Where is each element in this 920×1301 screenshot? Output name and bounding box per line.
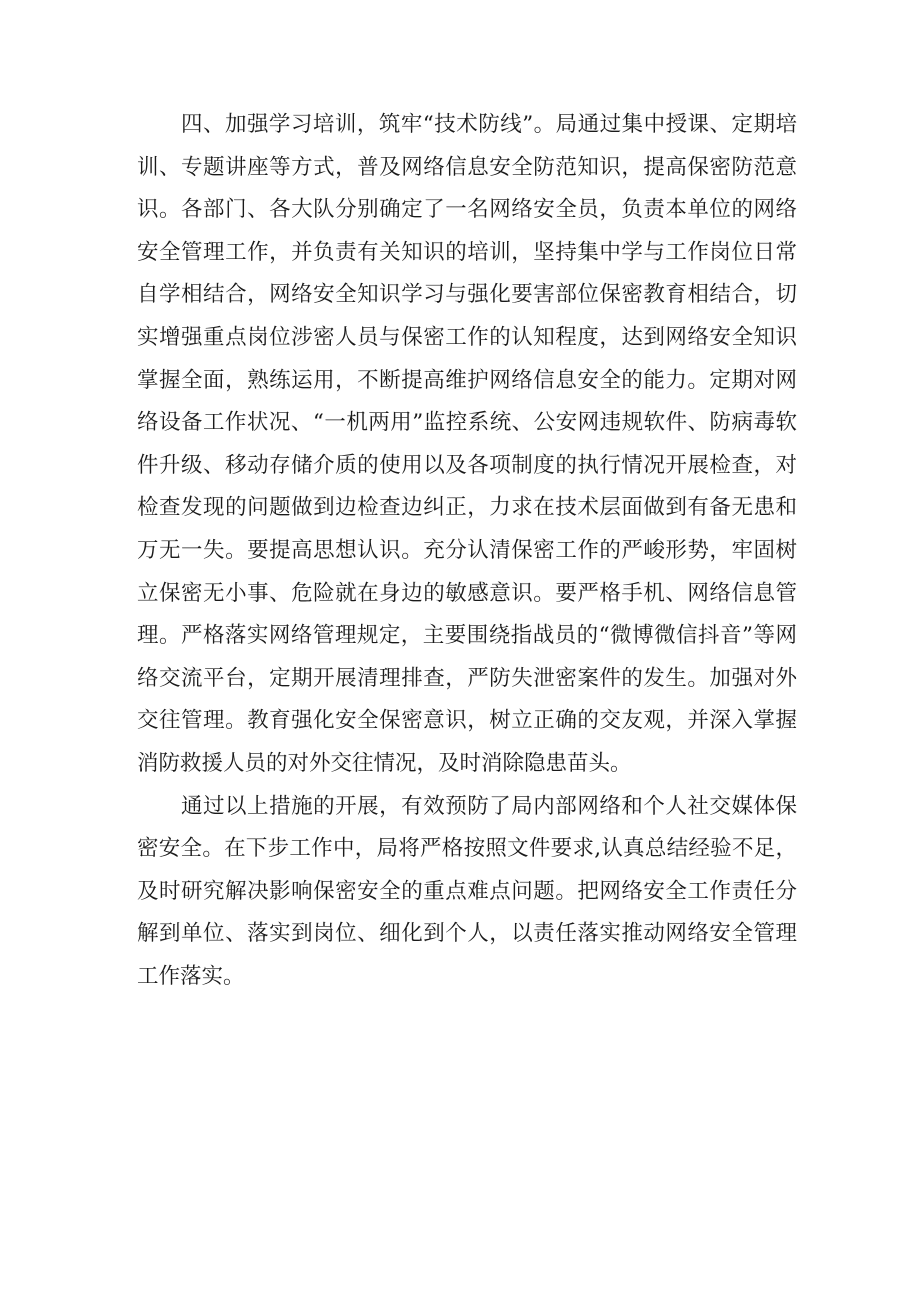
paragraph-conclusion: 通过以上措施的开展，有效预防了局内部网络和个人社交媒体保密安全。在下步工作中，局将严格按照文件要求,认真总结经验不足，及时研究解决影响保密安全的重点难点问题。把网络安全工作责任分解到单位、落实到岗位、细化到个人，以责任落实推动网络安全管理工作落实。 [137,793,797,989]
paragraph-training-measures: 四、加强学习培训，筑牢“技术防线”。局通过集中授课、定期培训、专题讲座等方式，普及网络信息安全防范知识，提高保密防范意识。各部门、各大队分别确定了一名网络安全员，负责本单位的网络安全管理工作，并负责有关知识的培训，坚持集中学与工作岗位日常自学相结合，网络安全知识学习与强化要害部位保密教育相结合，切实增强重点岗位涉密人员与保密工作的认知程度，达到网络安全知识掌握全面，熟练运用，不断提高维护网络信息安全的能力。定期对网络设备工作状况、“一机两用”监控系统、公安网违规软件、防病毒软件升级、移动存储介质的使用以及各项制度的执行情况开展检查，对检查发现的问题做到边检查边纠正，力求在技术层面做到有备无患和万无一失。要提高思想认识。充分认清保密工作的严峻形势，牢固树立保密无小事、危险就在身边的敏感意识。要严格手机、网络信息管理。严格落实网络管理规定，主要围绕指战员的“微博微信抖音”等网络交流平台，定期开展清理排查，严防失泄密案件的发生。加强对外交往管理。教育强化安全保密意识，树立正确的交友观，并深入掌握消防救援人员的对外交往情况，及时消除隐患苗头。 [137,112,797,776]
body-text [137,104,797,998]
